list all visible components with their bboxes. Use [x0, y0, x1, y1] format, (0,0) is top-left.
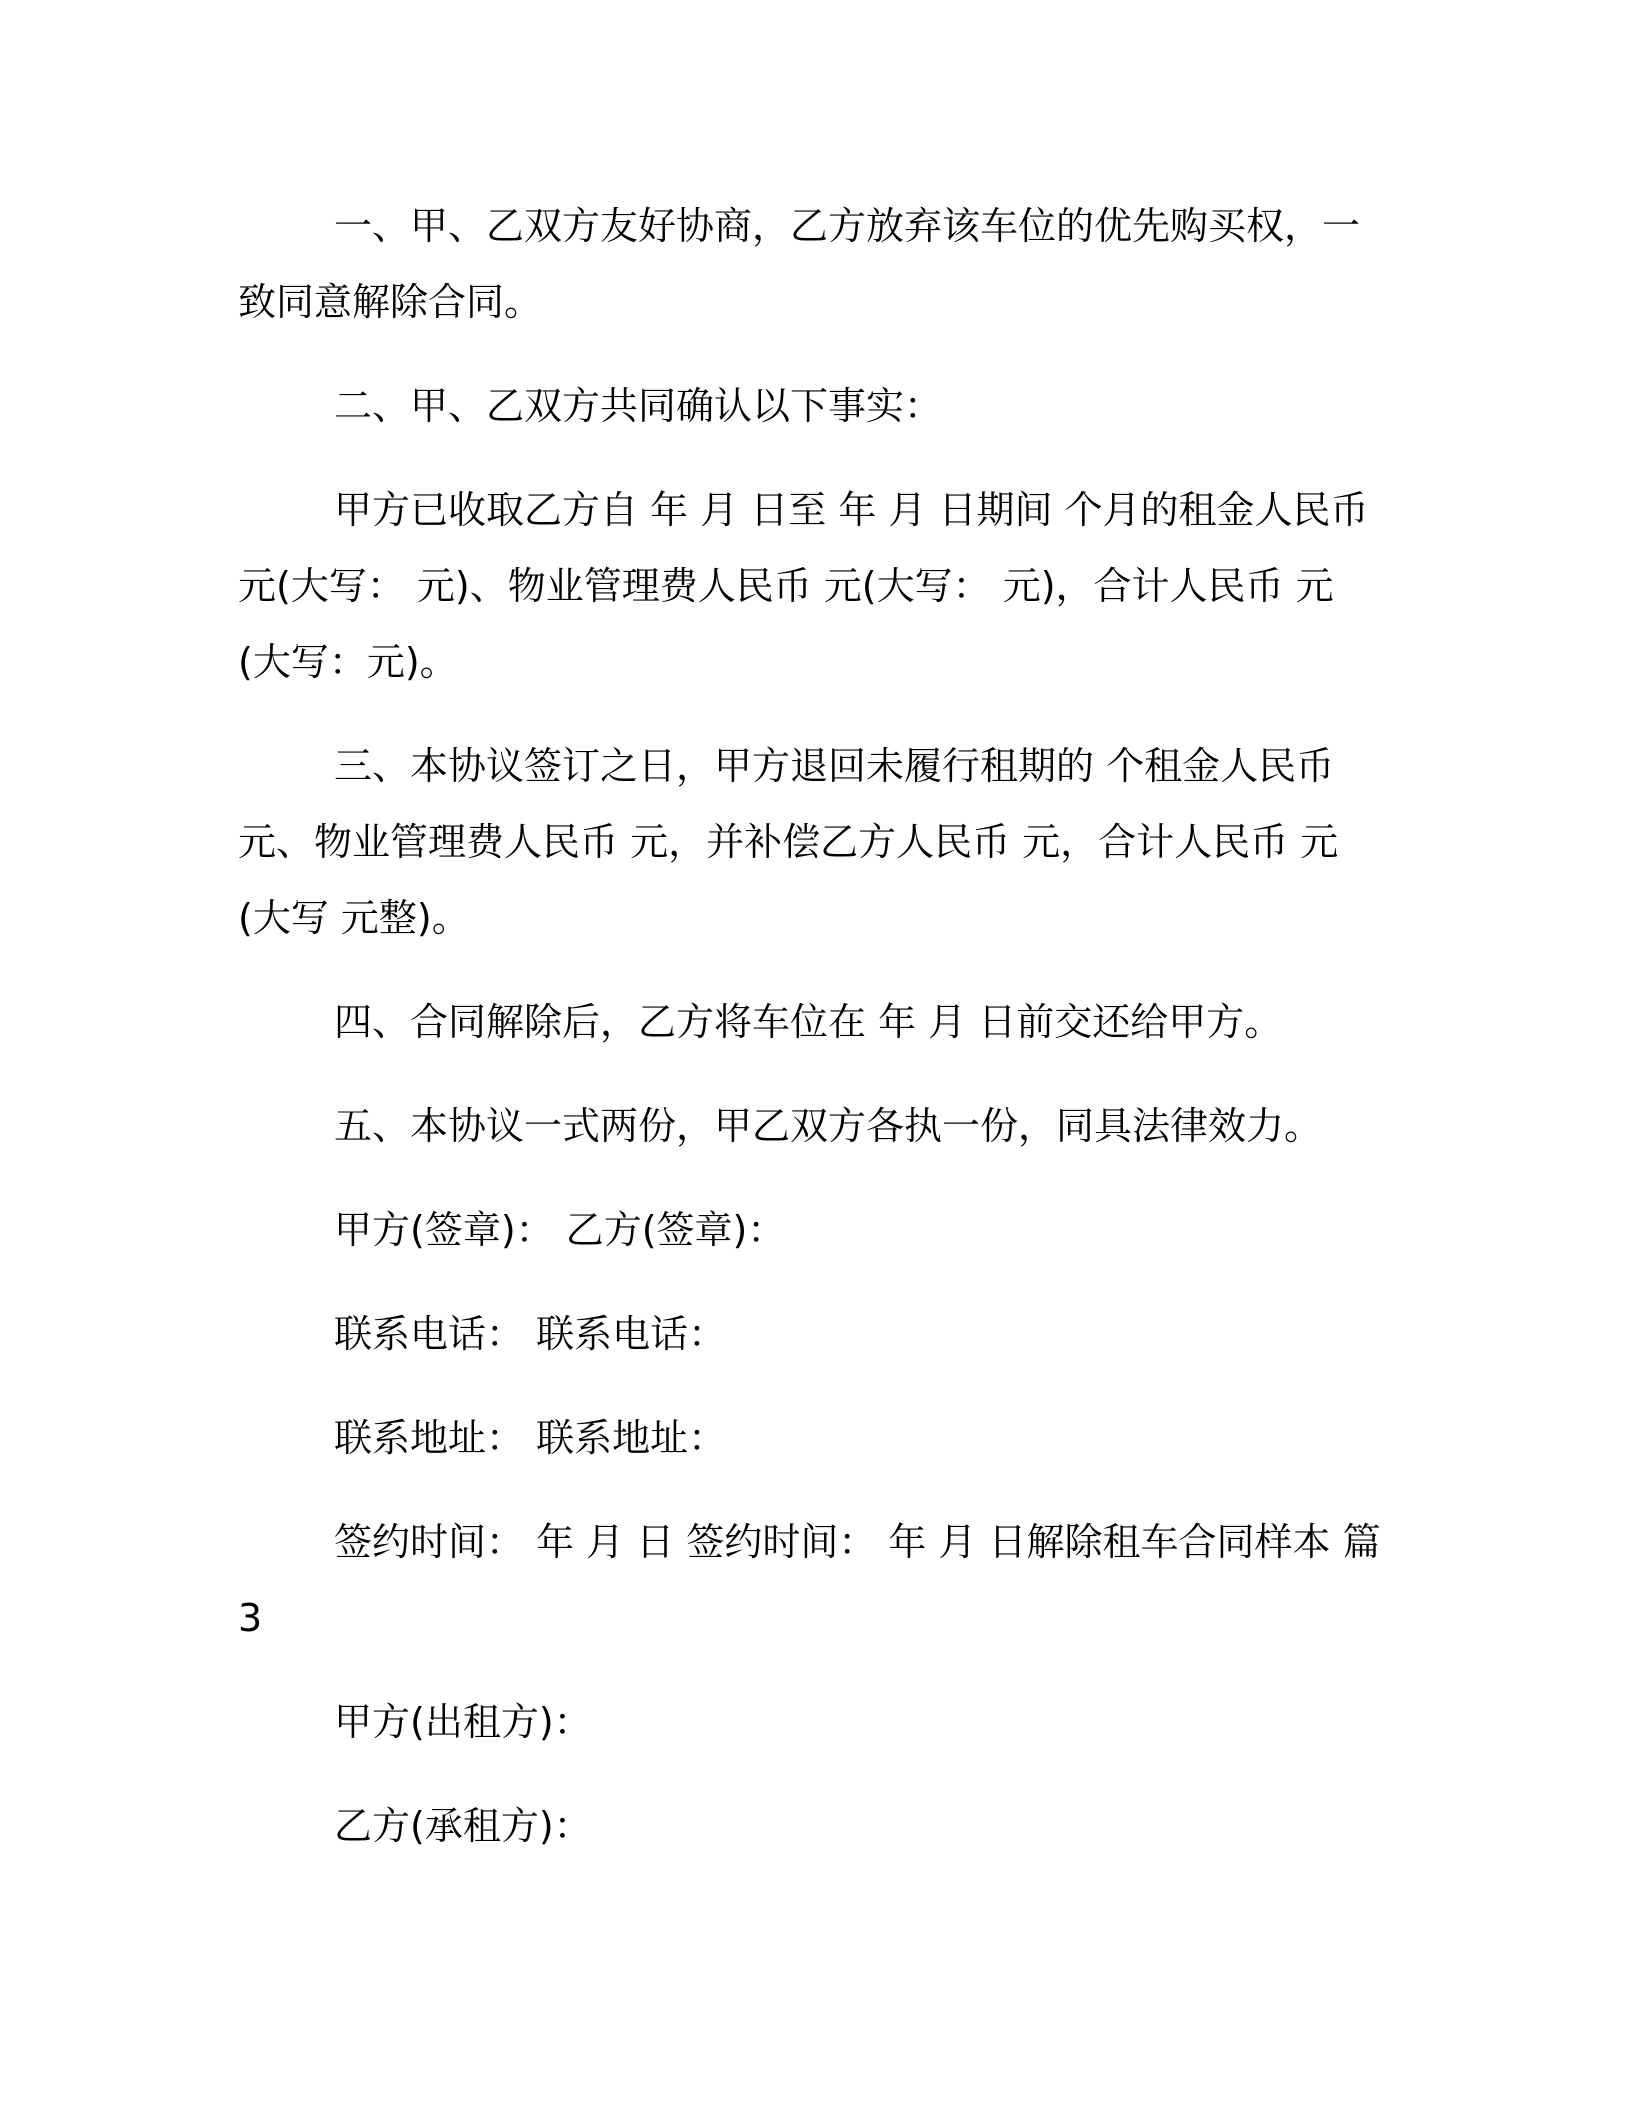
- lessor-line: 甲方(出租方)：: [334, 1700, 592, 1744]
- clause-two-heading: 二、甲、乙双方共同确认以下事实：: [334, 384, 943, 428]
- lessee-line: 乙方(承租方)：: [334, 1804, 592, 1848]
- address-line: 联系地址： 联系地址：: [334, 1416, 727, 1460]
- signature-line: 甲方(签章)： 乙方(签章)：: [334, 1208, 786, 1252]
- clause-three: 三、本协议签订之日，甲方退回未履行租期的 个租金人民币 元、物业管理费人民币 元，并补偿乙方人民币 元，合计人民币 元(大写 元整)。: [238, 744, 1339, 940]
- clause-two-detail: 甲方已收取乙方自 年 月 日至 年 月 日期间 个月的租金人民币 元(大写： 元)、物业管理费人民币 元(大写： 元)，合计人民币 元(大写：元)。: [238, 488, 1369, 684]
- clause-four: 四、合同解除后，乙方将车位在 年 月 日前交还给甲方。: [334, 1000, 1283, 1044]
- phone-line: 联系电话： 联系电话：: [334, 1312, 727, 1356]
- signing-date-line: 签约时间： 年 月 日 签约时间： 年 月 日解除租车合同样本 篇 3: [238, 1520, 1381, 1640]
- clause-one: 一、甲、乙双方友好协商，乙方放弃该车位的优先购买权，一致同意解除合同。: [238, 204, 1361, 324]
- clause-five: 五、本协议一式两份，甲乙双方各执一份，同具法律效力。: [334, 1104, 1323, 1148]
- document-body: [238, 188, 1384, 1864]
